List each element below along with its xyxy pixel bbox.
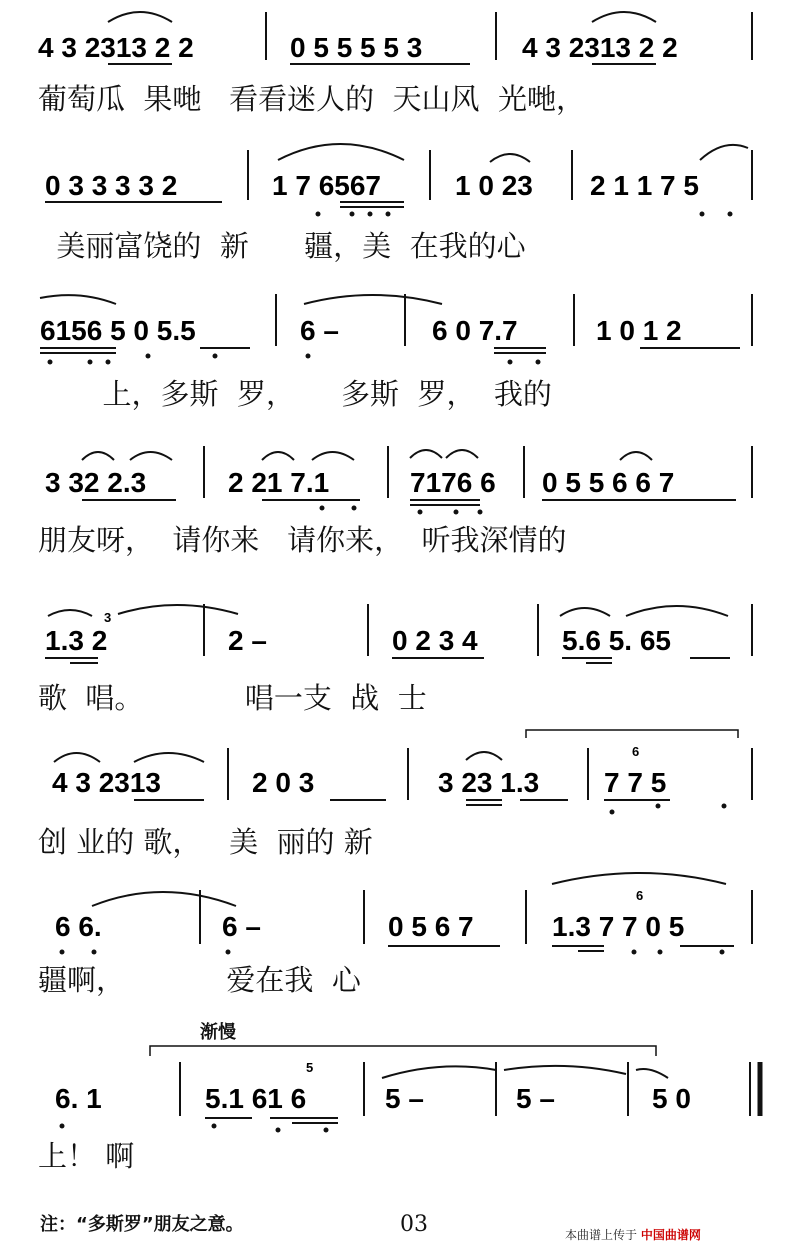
measure-4-1: 3 32 2.3: [45, 467, 147, 498]
measure-3-1: 6156 5 0 5.5: [40, 315, 196, 346]
lyrics-line-6: 创 业的 歌， 美 丽的 新: [38, 825, 373, 859]
measure-5-1: 1.3 2: [45, 625, 108, 656]
measure-5-2: 2 –: [228, 625, 267, 656]
measure-1-2: 0 5 5 5 5 3: [290, 32, 423, 63]
lyrics-line-3: 上，多斯 罗， 多斯 罗， 我的: [38, 377, 552, 411]
measure-1-1: 4 3 2313 2 2: [38, 32, 194, 63]
measure-1-3: 4 3 2313 2 2: [522, 32, 678, 63]
measure-7-2: 6 –: [222, 911, 261, 942]
measure-7-4: 1.3 7 7 0 5: [552, 911, 685, 942]
system-1: [38, 12, 752, 64]
measure-3-3: 6 0 7.7: [432, 315, 518, 346]
site-logo-text[interactable]: 中国曲谱网: [640, 1228, 701, 1242]
lyrics-line-2: 美丽富饶的 新 疆，美 在我的心: [38, 229, 526, 263]
system-6: [52, 730, 752, 815]
measure-3-2: 6 –: [300, 315, 339, 346]
measure-8-1: 6. 1: [55, 1083, 102, 1114]
system-7: [55, 873, 752, 955]
measure-4-3: 7176 6: [410, 467, 496, 498]
lyrics-line-4: 朋友呀， 请你来 请你来， 听我深情的: [38, 523, 567, 557]
upload-credit[interactable]: [565, 1226, 701, 1243]
tempo-mark: 渐慢: [200, 1022, 236, 1043]
measure-8-5: 5 0: [652, 1083, 691, 1114]
system-5: [45, 604, 752, 663]
measure-6-1: 4 3 2313: [52, 767, 161, 798]
page-number: 03: [400, 1212, 428, 1237]
lyrics-line-8: 上！ 啊: [38, 1139, 135, 1173]
footnote: 注：“多斯罗”朋友之意。: [40, 1214, 244, 1235]
measure-4-2: 2 21 7.1: [228, 467, 330, 498]
measure-8-4: 5 –: [516, 1083, 555, 1114]
lyrics-line-7: 疆啊， 爱在我 心: [38, 963, 361, 997]
measure-6-2: 2 0 3: [252, 767, 315, 798]
measure-5-4: 5.6 5. 65: [562, 625, 671, 656]
measure-2-2: 1 7 6567: [272, 170, 381, 201]
measure-4-4: 0 5 5 6 6 7: [542, 467, 675, 498]
measure-6-3: 3 23 1.3: [438, 767, 540, 798]
lyrics-line-5: 歌 唱。 唱一支 战 士: [38, 681, 427, 715]
measure-2-3: 1 0 23: [455, 170, 533, 201]
measure-8-2: 5.1 61 6: [205, 1083, 307, 1114]
system-2: [45, 144, 752, 217]
system-8: [55, 1046, 760, 1133]
grace-note-2: 6: [632, 744, 640, 759]
measure-6-4: 7 7 5: [604, 767, 667, 798]
measure-5-3: 0 2 3 4: [392, 625, 478, 656]
grace-note-4: 5: [306, 1060, 314, 1075]
measure-2-4: 2 1 1 7 5: [590, 170, 699, 201]
credit-text: 本曲谱上传于: [565, 1228, 638, 1242]
grace-note-3: 6: [636, 888, 644, 903]
measure-7-3: 0 5 6 7: [388, 911, 474, 942]
grace-note-1: 3: [104, 610, 112, 625]
measure-8-3: 5 –: [385, 1083, 424, 1114]
lyrics-line-1: 葡萄瓜 果哋 看看迷人的 天山风 光哋，: [38, 82, 585, 116]
measure-3-4: 1 0 1 2: [596, 315, 682, 346]
measure-2-1: 0 3 3 3 3 2: [45, 170, 178, 201]
measure-7-1: 6 6.: [55, 911, 102, 942]
system-4: [45, 446, 752, 515]
system-3: [40, 294, 752, 365]
